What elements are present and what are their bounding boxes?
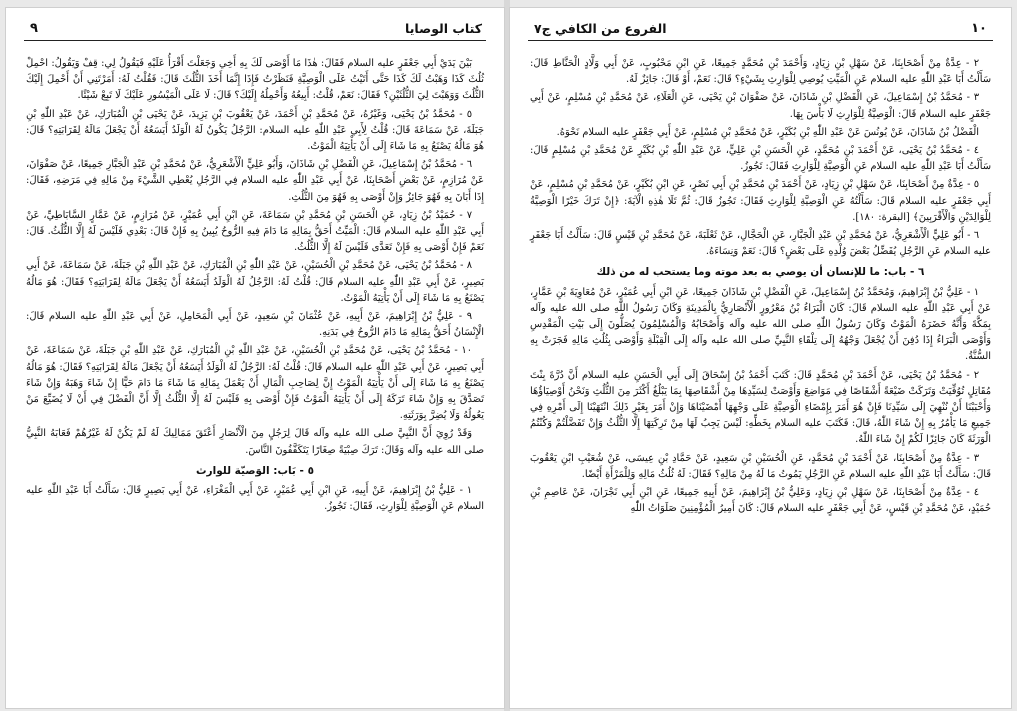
hadith-paragraph: ٦ - أَبُو عَلِيٍّ الْأَشْعَرِيُّ، عَنْ مُحَمَّدِ بْنِ عَبْدِ الْجَبَّارِ، عَنِ الْحَجَّالِ، عَنْ ثَعْلَبَةَ، عَنْ مُحَمَّدِ بْنِ قَيْسٍ قَالَ: سَأَلْتُ أَبَا جَعْفَرٍ عليه السلام عَنِ الرَّجُلِ يُفَضِّلُ بَعْضَ وُلْدِهِ عَلَى بَعْضٍ؟ قَالَ: نَعَمْ وَنِسَاءَهُ. xyxy=(530,230,991,258)
left-running-title: كتاب الوصايا xyxy=(405,21,482,36)
hadith-paragraph: ٧ - حُمَيْدُ بْنُ زِيَادٍ، عَنِ الْحَسَنِ بْنِ مُحَمَّدِ بْنِ سَمَاعَةَ، عَنِ ابْنِ أَبِي عُمَيْرٍ، عَنْ مُرَازِمٍ، عَنْ عَمَّارٍ السَّابَاطِيِّ، عَنْ أَبِي عَبْدِ اللّٰهِ عليه السلام قَالَ: الْمَيِّتُ أَحَقُّ بِمَالِهِ مَا دَامَ فِيهِ الرُّوحُ يُبِينُ بِهِ فَإِنْ قَالَ: بَعْدِي فَلَيْسَ لَهُ إِلَّا الثُّلُثُ. قَالَ: نَعَمْ فَإِنْ أَوْصَى بِهِ فَإِنْ تَعَدَّى فَلَيْسَ لَهُ إِلَّا الثُّلُثُ. xyxy=(26,209,484,254)
hadith-paragraph: ٢ - مُحَمَّدُ بْنُ يَحْيَى، عَنْ أَحْمَدَ بْنِ مُحَمَّدٍ قَالَ: كَتَبَ أَحْمَدُ بْنُ إِسْحَاقَ إِلَى أَبِي الْحَسَنِ عليه السلام أَنَّ دُرَّةَ بِنْتَ مُقَاتِلٍ تُوُفِّيَتْ وَتَرَكَتْ ضَيْعَةً أَشْقَاصًا فِي مَوَاضِعَ وَأَوْصَتْ لِسَيِّدِهَا مِنْ أَشْقَاصِهَا بِمَا يَبْلُغُ أَكْثَرَ مِنَ الثُّلُثِ وَنَحْنُ أَوْصِيَاؤُهَا وَأَحْبَبْنَا أَنْ نُنْهِيَ إِلَى سَيِّدِنَا فَإِنْ هُوَ أَمَرَ بِإِمْضَاءِ الْوَصِيَّةِ عَلَى وَجْهِهَا أَمْضَيْنَاهَا وَإِنْ أَمَرَ بِغَيْرِ ذَلِكَ انْتَهَيْنَا إِلَى أَمْرِهِ فِي جَمِيعِ مَا يَأْمُرُ بِهِ إِنْ شَاءَ اللّٰهُ، قَالَ: فَكَتَبَ عليه السلام بِخَطِّهِ: لَيْسَ يَجِبُ لَهَا مِنْ تَرِكَتِهَا إِلَّا الثُّلُثُ وَإِنْ تَفَضَّلْتُمْ وَكُنْتُمُ الْوَرَثَةَ كَانَ جَائِزًا لَكُمْ إِنْ شَاءَ اللّٰهُ. xyxy=(530,369,991,446)
hadith-paragraph: ٦ - مُحَمَّدُ بْنُ إِسْمَاعِيلَ، عَنِ الْفَضْلِ بْنِ شَاذَانَ، وَأَبُو عَلِيٍّ الْأَشْعَرِيُّ، عَنْ مُحَمَّدِ بْنِ عَبْدِ الْجَبَّارِ جَمِيعًا، عَنْ صَفْوَانَ، عَنْ مُرَازِمٍ، عَنْ بَعْضِ أَصْحَابِنَا، عَنْ أَبِي عَبْدِ اللّٰهِ عليه السلام فِي الرَّجُلِ يُعْطِي الشَّيْءَ مِنْ مَالِهِ فِي مَرَضِهِ، فَقَالَ: إِذَا أَبَانَ بِهِ فَهُوَ جَائِزٌ وَإِنْ أَوْصَى بِهِ فَهُوَ مِنَ الثُّلُثِ. xyxy=(26,159,484,203)
left-page-body xyxy=(26,56,484,700)
hadith-paragraph: بَيْنَ يَدَيْ أَبِي جَعْفَرٍ عليه السلام فَقَالَ: هٰذَا مَا أَوْصَى لَكَ بِهِ أَخِي وَجَعَلْتَ أَقْرَأُ عَلَيْهِ فَيَقُولُ لِي: قِفْ وَيَقُولُ: احْمِلْ ثُلُثَ كَذَا وَهَبْتُ لَكَ كَذَا حَتَّى أَتَيْتُ عَلَى الْوَصِيَّةِ فَنَظَرْتُ فَإِذَا إِنَّمَا أَخَذَ الثُّلُثَ قَالَ: فَقُلْتُ لَهُ: أَمَرْتَنِي أَنْ أَحْمِلَ إِلَيْكَ الثُّلُثَ وَوَهَبْتَ لِيَ الثُّلُثَيْنِ؟ فَقَالَ: نَعَمْ، قُلْتُ: أَبِيعُهُ وَأَحْمِلُهُ إِلَيْكَ؟ قَالَ: لَا عَلَى الْمَيْسُورِ عَلَيْكَ لَا تَبِعْ شَيْئًا. xyxy=(26,58,484,102)
hadith-paragraph: ٥ - مُحَمَّدُ بْنُ يَحْيَى، وَغَيْرُهُ، عَنْ مُحَمَّدِ بْنِ أَحْمَدَ، عَنْ يَعْقُوبَ بْنِ يَزِيدَ، عَنْ يَحْيَى بْنِ الْمُبَارَكِ، عَنْ عَبْدِ اللّٰهِ بْنِ جَبَلَةَ، عَنْ سَمَاعَةَ قَالَ: قُلْتُ لِأَبِي عَبْدِ اللّٰهِ عليه السلام: الرَّجُلُ يَكُونُ لَهُ الْوَلَدُ أَيَسَعُهُ أَنْ يَجْعَلَ مَالَهُ لِقَرَابَتِهِ؟ قَالَ: هُوَ مَالُهُ يَصْنَعُ بِهِ مَا شَاءَ إِلَى أَنْ يَأْتِيَهُ الْمَوْتُ. xyxy=(26,108,484,153)
hadith-paragraph: ١٠ - مُحَمَّدُ بْنُ يَحْيَى، عَنْ مُحَمَّدِ بْنِ الْحُسَيْنِ، عَنْ عَبْدِ اللّٰهِ بْنِ الْمُبَارَكِ، عَنْ عَبْدِ اللّٰهِ بْنِ جَبَلَةَ، عَنْ سَمَاعَةَ، عَنْ أَبِي بَصِيرٍ، عَنْ أَبِي عَبْدِ اللّٰهِ عليه السلام قَالَ: قُلْتُ لَهُ: الرَّجُلُ لَهُ الْوَلَدُ أَيَسَعُهُ أَنْ يَجْعَلَ مَالَهُ لِقَرَابَتِهِ؟ فَقَالَ: هُوَ مَالُهُ يَصْنَعُ بِهِ مَا شَاءَ إِلَى أَنْ يَأْتِيَهُ الْمَوْتُ إِنَّ لِصَاحِبِ الْمَالِ أَنْ يَعْمَلَ بِمَالِهِ مَا شَاءَ مَا دَامَ حَيًّا إِنْ شَاءَ وَهَبَهُ وَإِنْ شَاءَ تَصَدَّقَ بِهِ وَإِنْ شَاءَ تَرَكَهُ إِلَى أَنْ يَأْتِيَهُ الْمَوْتُ فَإِنْ أَوْصَى بِهِ فَلَيْسَ لَهُ إِلَّا الثُّلُثُ إِلَّا أَنَّ الْفَضْلَ فِي أَنْ لَا يُضَيِّعَ مَنْ يَعُولُهُ وَلَا يُضِرَّ بِوَرَثَتِهِ. xyxy=(26,345,484,422)
hadith-paragraph: ٣ - مُحَمَّدُ بْنُ إِسْمَاعِيلَ، عَنِ الْفَضْلِ بْنِ شَاذَانَ، عَنْ صَفْوَانَ بْنِ يَحْيَى، عَنِ الْعَلَاءِ، عَنْ مُحَمَّدِ بْنِ مُسْلِمٍ، عَنْ أَبِي جَعْفَرٍ عليه السلام قَالَ: الْوَصِيَّةُ لِلْوَارِثِ لَا بَأْسَ بِهَا. xyxy=(530,92,991,120)
hadith-paragraph: ٨ - مُحَمَّدُ بْنُ يَحْيَى، عَنْ مُحَمَّدِ بْنِ الْحُسَيْنِ، عَنْ عَبْدِ اللّٰهِ بْنِ الْمُبَارَكِ، عَنْ عَبْدِ اللّٰهِ بْنِ جَبَلَةَ، عَنْ سَمَاعَةَ، عَنْ أَبِي بَصِيرٍ، عَنْ أَبِي عَبْدِ اللّٰهِ عليه السلام قَالَ: قُلْتُ لَهُ: الرَّجُلُ لَهُ الْوَلَدُ أَيَسَعُهُ أَنْ يَجْعَلَ مَالَهُ لِقَرَابَتِهِ؟ فَقَالَ: هُوَ مَالُهُ يَصْنَعُ بِهِ مَا شَاءَ إِلَى أَنْ يَأْتِيَهُ الْمَوْتُ. xyxy=(26,260,484,304)
right-page-body xyxy=(530,56,991,700)
hadith-paragraph: ٤ - عِدَّةٌ مِنْ أَصْحَابِنَا، عَنْ سَهْلِ بْنِ زِيَادٍ، وَعَلِيُّ بْنُ إِبْرَاهِيمَ، عَنْ أَبِيهِ جَمِيعًا، عَنِ ابْنِ أَبِي نَجْرَانَ، عَنْ عَاصِمِ بْنِ حُمَيْدٍ، عَنْ مُحَمَّدِ بْنِ قَيْسٍ، عَنْ أَبِي جَعْفَرٍ عليه السلام قَالَ: كَانَ أَمِيرُ الْمُؤْمِنِينَ صَلَوَاتُ اللّٰهِ xyxy=(530,487,991,515)
hadith-paragraph: ٤ - مُحَمَّدُ بْنُ يَحْيَى، عَنْ أَحْمَدَ بْنِ مُحَمَّدٍ، عَنِ الْحَسَنِ بْنِ عَلِيٍّ، عَنْ عَبْدِ اللّٰهِ بْنِ بُكَيْرٍ عَنْ مُحَمَّدِ بْنِ مُسْلِمٍ قَالَ: سَأَلْتُ أَبَا عَبْدِ اللّٰهِ عليه السلام عَنِ الْوَصِيَّةِ لِلْوَارِثِ فَقَالَ: تَجُوزُ. xyxy=(530,145,991,173)
chapter-heading: ٦ - باب: ما للإنسان أن يوصي به بعد موته وما يستحب له من ذلك xyxy=(596,266,925,279)
left-page-number: ٩ xyxy=(30,21,38,36)
right-running-head xyxy=(528,18,993,41)
hadith-paragraph: ٣ - عِدَّةٌ مِنْ أَصْحَابِنَا، عَنْ أَحْمَدَ بْنِ مُحَمَّدٍ، عَنِ الْحُسَيْنِ بْنِ سَعِيدٍ، عَنْ حَمَّادِ بْنِ عِيسَى، عَنْ شُعَيْبِ ابْنِ يَعْقُوبَ قَالَ: سَأَلْتُ أَبَا عَبْدِ اللّٰهِ عليه السلام عَنِ الرَّجُلِ يَمُوتُ مَا لَهُ مِنْ مَالِهِ؟ فَقَالَ: لَهُ ثُلُثُ مَالِهِ وَلِلْمَرْأَةِ أَيْضًا. xyxy=(530,452,991,480)
right-page-number: ١٠ xyxy=(971,21,987,36)
hadith-paragraph: ١ - عَلِيُّ بْنُ إِبْرَاهِيمَ، وَمُحَمَّدُ بْنُ إِسْمَاعِيلَ، عَنِ الْفَضْلِ بْنِ شَاذَانَ جَمِيعًا، عَنِ ابْنِ أَبِي عُمَيْرٍ، عَنْ مُعَاوِيَةَ بْنِ عَمَّارٍ، عَنْ أَبِي عَبْدِ اللّٰهِ عليه السلام قَالَ: كَانَ الْبَرَاءُ بْنُ مَعْرُورٍ الْأَنْصَارِيُّ بِالْمَدِينَةِ وَكَانَ رَسُولُ اللّٰهِ صلى الله عليه وآله بِمَكَّةَ وَأَنَّهُ حَضَرَهُ الْمَوْتُ وَكَانَ رَسُولُ اللّٰهِ صلى الله عليه وآله وَأَصْحَابُهُ وَالْمُسْلِمُونَ يُصَلُّونَ إِلَى بَيْتِ الْمَقْدِسِ وَأَوْصَى الْبَرَاءُ إِذَا دُفِنَ أَنْ يُجْعَلَ وَجْهُهُ إِلَى تِلْقَاءِ النَّبِيِّ صلى الله عليه وآله إِلَى الْقِبْلَةِ وَأَوْصَى بِثُلُثِ مَالِهِ فَجَرَتْ بِهِ السُّنَّةُ. xyxy=(530,286,992,363)
hadith-paragraph: ٩ - عَلِيُّ بْنُ إِبْرَاهِيمَ، عَنْ أَبِيهِ، عَنْ عُثْمَانَ بْنِ سَعِيدٍ، عَنْ أَبِي الْمَحَامِلِ، عَنْ أَبِي عَبْدِ اللّٰهِ عليه السلام قَالَ: الْإِنْسَانُ أَحَقُّ بِمَالِهِ مَا دَامَ الرُّوحُ فِي بَدَنِهِ. xyxy=(26,311,484,339)
left-running-head xyxy=(24,18,486,41)
hadith-paragraph: الْفَضْلُ بْنُ شَاذَانَ، عَنْ يُونُسَ عَنْ عَبْدِ اللّٰهِ بْنِ بُكَيْرٍ، عَنْ مُحَمَّدِ بْنِ مُسْلِمٍ، عَنْ أَبِي جَعْفَرٍ عليه السلام نَحْوَهُ. xyxy=(556,126,979,138)
hadith-paragraph: ١ - عَلِيُّ بْنُ إِبْرَاهِيمَ، عَنْ أَبِيهِ، عَنِ ابْنِ أَبِي عُمَيْرٍ، عَنْ أَبِي الْمَغْرَاءِ، عَنْ أَبِي بَصِيرٍ قَالَ: سَأَلْتُ أَبَا عَبْدِ اللّٰهِ عليه السلام عَنِ الْوَصِيَّةِ لِلْوَارِثِ، فَقَالَ: تَجُوزُ. xyxy=(26,485,484,513)
hadith-paragraph: ٢ - عِدَّةٌ مِنْ أَصْحَابِنَا، عَنْ سَهْلِ بْنِ زِيَادٍ، وَأَحْمَدَ بْنِ مُحَمَّدٍ جَمِيعًا، عَنِ ابْنِ مَحْبُوبٍ، عَنْ أَبِي وَلَّادٍ الْحَنَّاطِ قَالَ: سَأَلْتُ أَبَا عَبْدِ اللّٰهِ عليه السلام عَنِ الْمَيِّتِ يُوصِي لِلْوَارِثِ بِشَيْءٍ؟ قَالَ: نَعَمْ، أَوْ قَالَ: جَائِزٌ لَهُ. xyxy=(530,58,991,86)
right-page xyxy=(510,8,1011,708)
right-running-title: الفروع من الكافي ج٧ xyxy=(534,21,667,36)
hadith-paragraph: ٥ - عِدَّةٌ مِنْ أَصْحَابِنَا، عَنْ سَهْلِ بْنِ زِيَادٍ، عَنْ أَحْمَدَ بْنِ مُحَمَّدِ بْنِ أَبِي نَصْرٍ، عَنِ ابْنِ بُكَيْرٍ، عَنْ مُحَمَّدِ بْنِ مُسْلِمٍ، عَنْ أَبِي جَعْفَرٍ عليه السلام قَالَ: سَأَلْتُهُ عَنِ الْوَصِيَّةِ لِلْوَارِثِ فَقَالَ: تَجُوزُ قَالَ: ثُمَّ تَلَا هٰذِهِ الْآيَةَ: ﴿إِنْ تَرَكَ خَيْرًا الْوَصِيَّةُ لِلْوَالِدَيْنِ وَالْأَقْرَبِينَ﴾ [البقرة: ١٨٠]. xyxy=(530,179,991,223)
left-page xyxy=(6,8,504,708)
hadith-paragraph: وَقَدْ رُوِيَ أَنَّ النَّبِيَّ صلى الله عليه وآله قَالَ لِرَجُلٍ مِنَ الْأَنْصَارِ أَعْتَقَ مَمَالِيكَ لَهُ لَمْ يَكُنْ لَهُ غَيْرُهُمْ فَعَابَهُ النَّبِيُّ صلى الله عليه وآله وَقَالَ: تَرَكَ صِبْيَةً صِغَارًا يَتَكَفَّفُونَ النَّاسَ. xyxy=(26,428,484,456)
chapter-heading: ٥ - بَاب: الوَصيّة للوارث xyxy=(196,464,314,477)
